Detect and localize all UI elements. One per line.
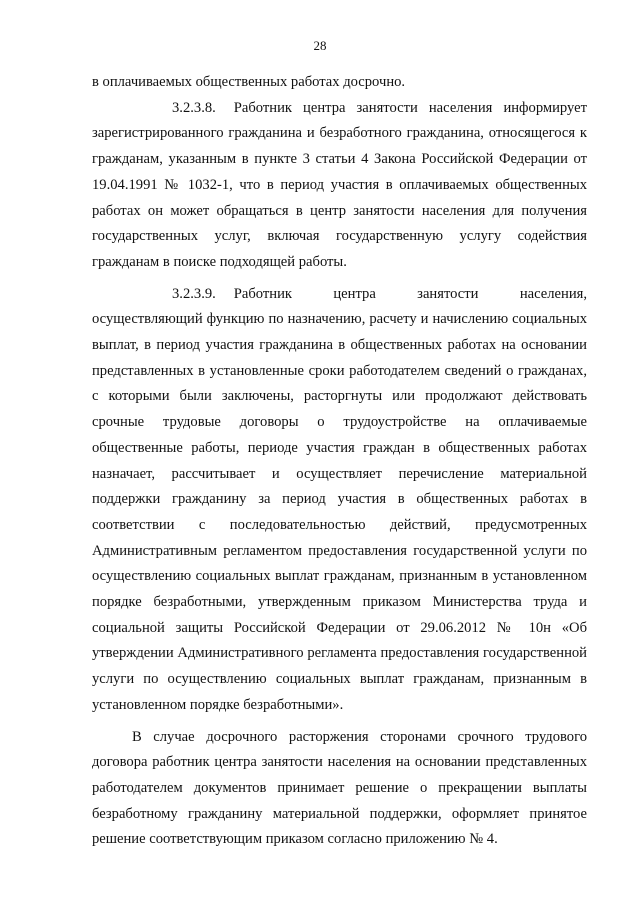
paragraph-3-2-3-8 bbox=[92, 96, 587, 276]
paragraph-early-termination bbox=[92, 725, 587, 854]
paragraph-number: 3.2.3.9. bbox=[172, 285, 216, 302]
paragraph-text: Работник центра занятости населения информирует зарегистрированного гражданина и безработного гражданина, относящегося к гражданам, указанным в пункте 3 статьи 4 Закона Российской Федерации от 19.04.1991 № 1032-1, что в период участия в оплачиваемых общественных работах он может обращаться в центр занятости населения для получения государственных услуг, включая государственную услугу содействия гражданам в поиске подходящей работы. bbox=[92, 99, 587, 270]
paragraph-number: 3.2.3.8. bbox=[172, 99, 216, 116]
paragraph-continuation bbox=[92, 70, 587, 96]
paragraph-3-2-3-9 bbox=[92, 282, 587, 719]
page-number: 28 bbox=[313, 38, 327, 53]
paragraph-text: Работник центра занятости населения, осуществляющий функцию по назначению, расчету и начислению социальных выплат, в период участия гражданина в общественных работах на основании представленных в установленные сроки работодателем сведений о гражданах, с которыми были заключены, расторгнуты или продолжают действовать срочные трудовые договоры о трудоустройстве на оплачиваемые общественные работы, периоде участия граждан в общественных работах назначает, рассчитывает и осуществляет перечисление материальной поддержки гражданину за период участия в общественных работах в соответствии с последовательностью действий, предусмотренных Административным регламентом предоставления государственной услуги по осуществлению социальных выплат гражданам, признанным в установленном порядке безработными, утвержденным приказом Министерства труда и социальной защиты Российской Федерации от 29.06.2012 № 10н «Об утверждении Административного регламента предоставления государственной услуги по осуществлению социальных выплат гражданам, признанным в установленном порядке безработными». bbox=[92, 285, 587, 713]
document-body bbox=[92, 70, 587, 853]
paragraph-text: в оплачиваемых общественных работах досрочно. bbox=[92, 74, 406, 90]
paragraph-text: В случае досрочного расторжения сторонами срочного трудового договора работник центра занятости населения на основании представленных работодателем документов принимает решение о прекращении выплаты безработному гражданину материальной поддержки, оформляет принятое решение соответствующим приказом согласно приложению № 4. bbox=[92, 728, 587, 848]
